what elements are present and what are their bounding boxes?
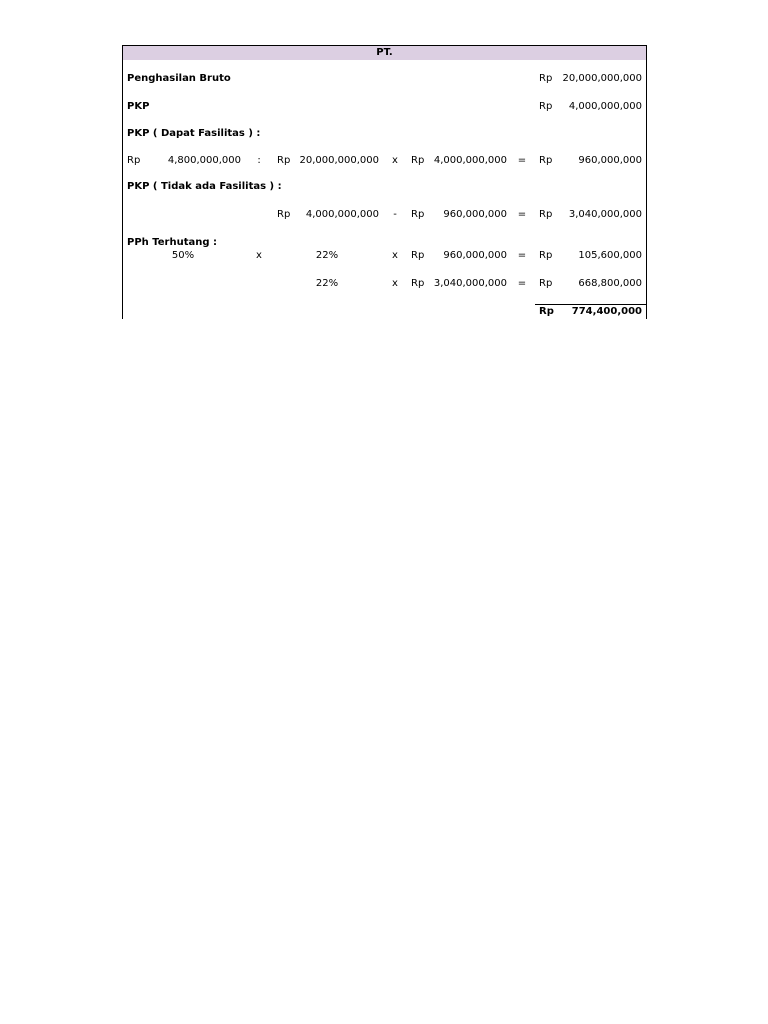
pph-row1-base: 960,000,000 — [443, 250, 507, 261]
fasilitas-value-3: 4,000,000,000 — [433, 155, 507, 166]
tax-calculation-sheet — [122, 45, 647, 319]
pph-row2-rate: 22% — [315, 278, 339, 289]
fasilitas-value-2: 20,000,000,000 — [299, 155, 379, 166]
tidak-fasilitas-result: 3,040,000,000 — [568, 209, 642, 220]
pkp-value: 4,000,000,000 — [568, 101, 642, 112]
tidak-fasilitas-currency-3: Rp — [539, 209, 553, 220]
pph-row2-multiply: x — [392, 278, 398, 289]
tidak-fasilitas-value-2: 960,000,000 — [443, 209, 507, 220]
total-divider — [535, 304, 646, 305]
pph-row1-result-currency: Rp — [539, 250, 553, 261]
fasilitas-currency-4: Rp — [539, 155, 553, 166]
fasilitas-divide: : — [257, 155, 261, 166]
pph-row1-result: 105,600,000 — [578, 250, 642, 261]
pph-label: PPh Terhutang : — [127, 237, 217, 248]
bruto-value: 20,000,000,000 — [562, 73, 642, 84]
tidak-fasilitas-equals: = — [517, 209, 527, 220]
pph-row2-result: 668,800,000 — [578, 278, 642, 289]
pkp-currency: Rp — [539, 101, 553, 112]
pph-row1-multiply-1: x — [256, 250, 262, 261]
pph-row2-equals: = — [517, 278, 527, 289]
bruto-currency: Rp — [539, 73, 553, 84]
pph-row1-multiply-2: x — [392, 250, 398, 261]
fasilitas-currency-3: Rp — [411, 155, 425, 166]
pph-row2-currency: Rp — [411, 278, 425, 289]
fasilitas-currency-2: Rp — [277, 155, 291, 166]
fasilitas-currency-1: Rp — [127, 155, 141, 166]
fasilitas-value-1: 4,800,000,000 — [167, 155, 241, 166]
pph-row1-currency: Rp — [411, 250, 425, 261]
tidak-fasilitas-currency-1: Rp — [277, 209, 291, 220]
pkp-label: PKP — [127, 101, 150, 112]
tidak-fasilitas-currency-2: Rp — [411, 209, 425, 220]
bruto-label: Penghasilan Bruto — [127, 73, 231, 84]
fasilitas-result: 960,000,000 — [578, 155, 642, 166]
pph-row2-base: 3,040,000,000 — [433, 278, 507, 289]
pph-row1-percent: 50% — [171, 250, 195, 261]
tidak-fasilitas-minus: - — [393, 209, 397, 220]
tidak-fasilitas-value-1: 4,000,000,000 — [305, 209, 379, 220]
pph-row2-result-currency: Rp — [539, 278, 553, 289]
fasilitas-multiply: x — [392, 155, 398, 166]
pph-row1-equals: = — [517, 250, 527, 261]
tidak-fasilitas-label: PKP ( Tidak ada Fasilitas ) : — [127, 181, 282, 192]
total-currency: Rp — [539, 306, 554, 317]
pph-row1-rate: 22% — [315, 250, 339, 261]
fasilitas-label: PKP ( Dapat Fasilitas ) : — [127, 128, 261, 139]
fasilitas-equals: = — [517, 155, 527, 166]
company-header: PT. — [123, 46, 646, 60]
total-value: 774,400,000 — [571, 306, 642, 317]
